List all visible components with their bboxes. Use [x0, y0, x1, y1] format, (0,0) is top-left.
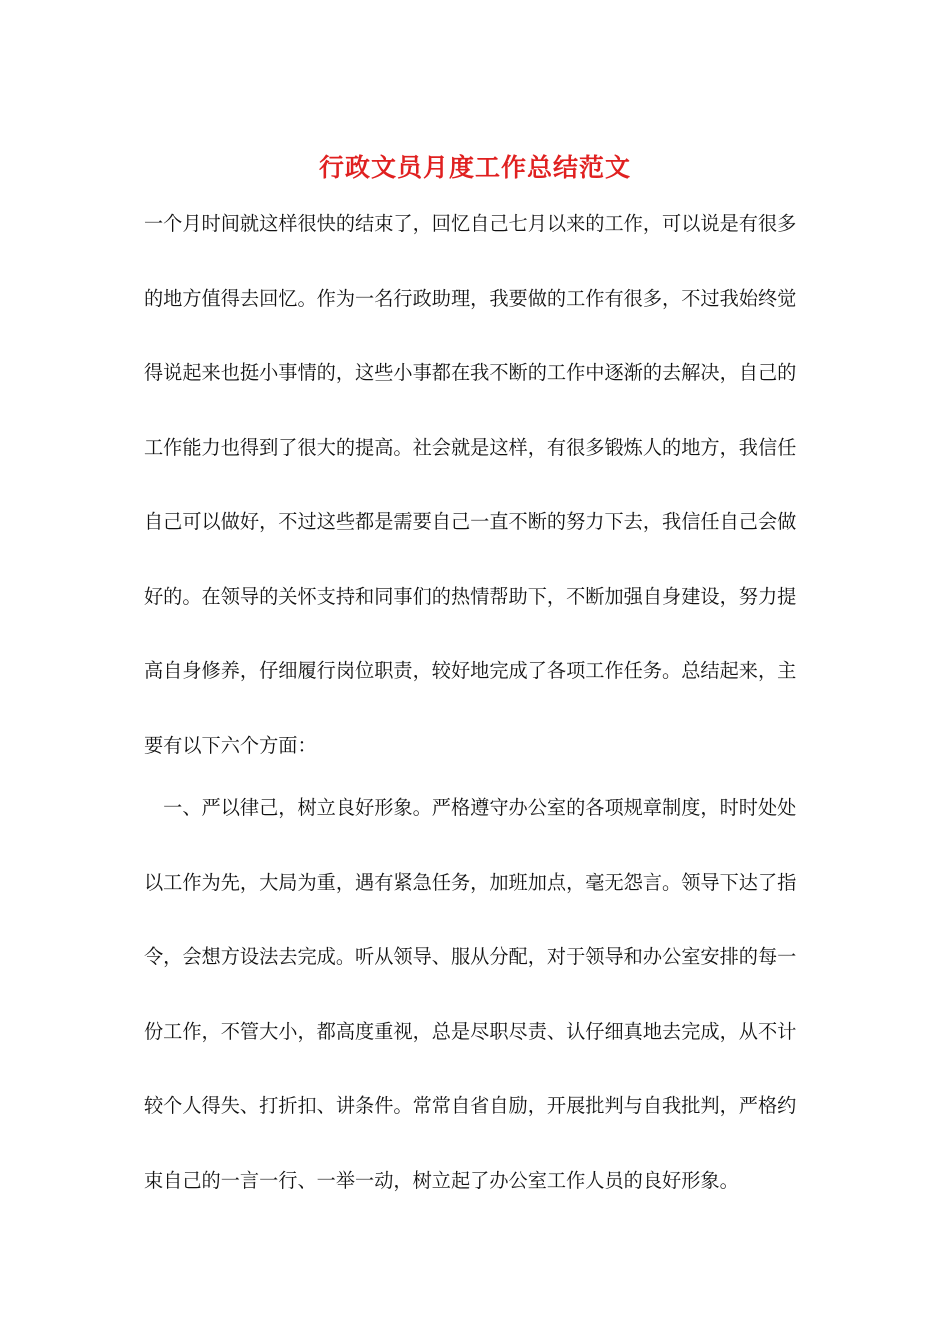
paragraph-line: 高自身修养，仔细履行岗位职责，较好地完成了各项工作任务。总结起来，主	[144, 659, 797, 682]
paragraph-line: 令，会想方设法去完成。听从领导、服从分配，对于领导和办公室安排的每一	[144, 945, 797, 968]
paragraph-line: 要有以下六个方面：	[144, 734, 317, 757]
paragraph-line: 自己可以做好，不过这些都是需要自己一直不断的努力下去，我信任自己会做	[144, 510, 797, 533]
paragraph-line: 工作能力也得到了很大的提高。社会就是这样，有很多锻炼人的地方，我信任	[144, 436, 797, 459]
paragraph-line: 一个月时间就这样很快的结束了，回忆自己七月以来的工作，可以说是有很多	[144, 212, 797, 235]
paragraph-line: 好的。在领导的关怀支持和同事们的热情帮助下，不断加强自身建设，努力提	[144, 585, 797, 608]
paragraph-line: 一、严以律己，树立良好形象。严格遵守办公室的各项规章制度，时时处处	[144, 796, 797, 819]
paragraph-line: 得说起来也挺小事情的，这些小事都在我不断的工作中逐渐的去解决，自己的	[144, 361, 797, 384]
paragraph-line: 束自己的一言一行、一举一动，树立起了办公室工作人员的良好形象。	[144, 1169, 739, 1192]
paragraph-line: 以工作为先，大局为重，遇有紧急任务，加班加点，毫无怨言。领导下达了指	[144, 871, 797, 894]
paragraph-line: 的地方值得去回忆。作为一名行政助理，我要做的工作有很多，不过我始终觉	[144, 287, 797, 310]
document-title: 行政文员月度工作总结范文	[318, 153, 631, 182]
paragraph-line: 份工作，不管大小，都高度重视，总是尽职尽责、认仔细真地去完成，从不计	[144, 1020, 797, 1043]
paragraph-line: 较个人得失、打折扣、讲条件。常常自省自励，开展批判与自我批判，严格约	[144, 1094, 797, 1117]
